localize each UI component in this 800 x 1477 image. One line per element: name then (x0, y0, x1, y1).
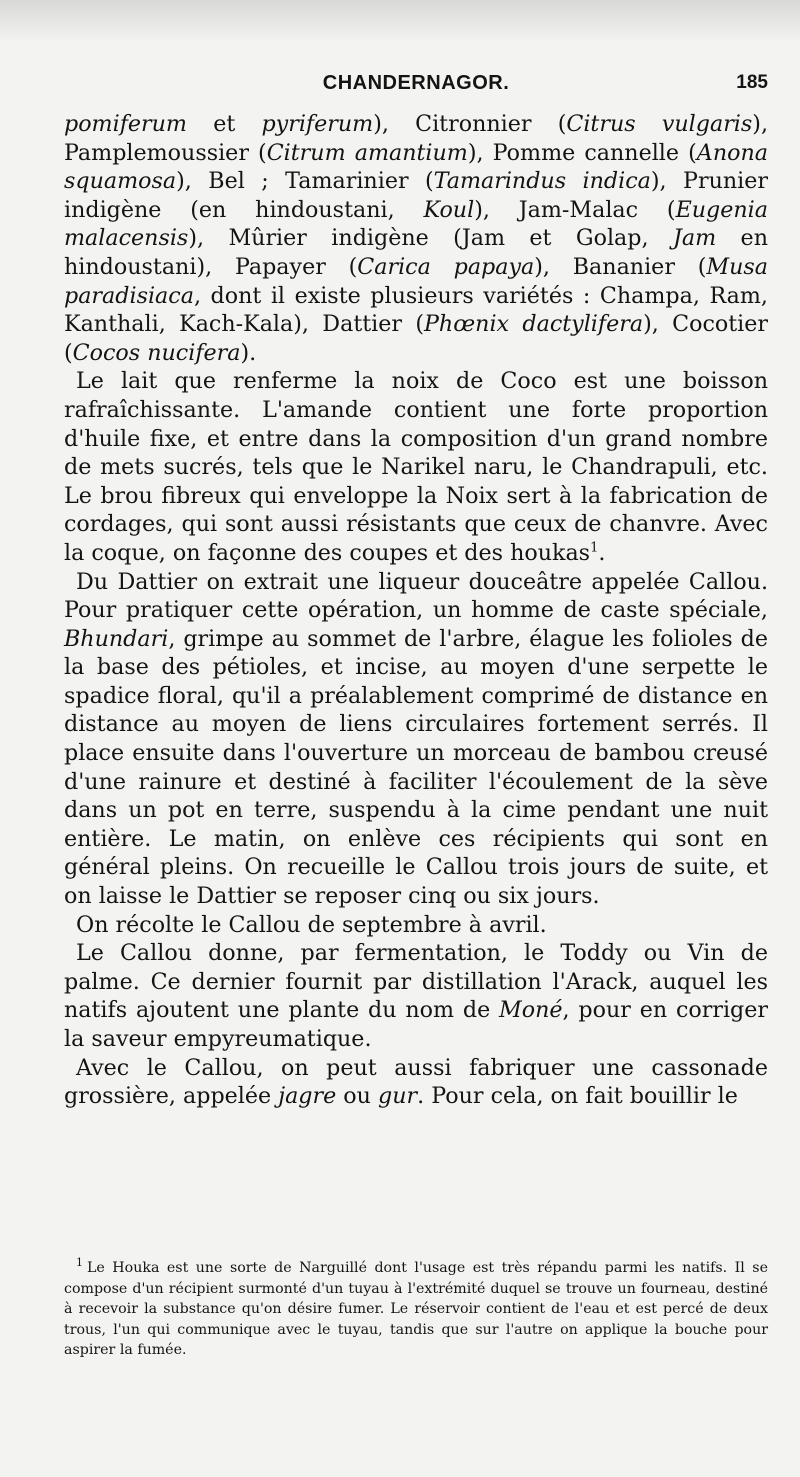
paragraph-fruit-list (64, 110, 768, 367)
italic-run: Koul (423, 196, 475, 223)
paragraph-toddy (64, 939, 768, 1053)
paragraph-jagre (64, 1054, 768, 1111)
text-run: ), Prunier indigène (en hindoustani, (64, 168, 768, 223)
italic-run: Bhundari (64, 625, 169, 652)
footnote (64, 1258, 768, 1361)
text-run: On récolte le Callou de septembre à avril. (76, 911, 547, 938)
text-run: ), Jam-Malac ( (474, 196, 676, 223)
italic-run: Jam (672, 225, 717, 252)
text-run: , grimpe au sommet de l'arbre, élague les folioles de la base des pétioles, et incise, au moyen d'une serpette le spadice floral, qu'il a préalablement comprimé de distance en distance au moyen de liens circulaires fortement serrés. Il place ensuite dans l'ouverture un morceau de bambou creusé d'une rainure et destiné à faciliter l'écoulement de la sève dans un pot en terre, suspendu à la cime pendant une nuit entière. Le matin, on enlève ces récipients qui sont en général pleins. On recueille le Callou trois jours de suite, et on laisse le Dattier se reposer cinq ou six jours. (64, 625, 768, 910)
footnote-mark: 1 (76, 1256, 83, 1270)
page-header (64, 72, 768, 106)
text-run: ), Cocotier ( (64, 311, 768, 366)
italic-run: Carica papaya (357, 253, 535, 280)
italic-run: Citrus vulgaris (566, 111, 753, 137)
italic-run: Eugenia malacensis (64, 196, 768, 252)
italic-run: pyriferum (261, 111, 374, 137)
paragraph-coconut (64, 367, 768, 567)
text-run: Le Callou donne, par fermentation, le Toddy ou Vin de palme. Ce dernier fournit par distillation l'Arack, auquel les natifs ajoutent une plante du nom de (64, 940, 768, 1024)
italic-run: Phœnix dactylifera (424, 311, 644, 338)
text-run: , pour en corriger la saveur empyreumatique. (64, 997, 769, 1052)
text-run: , dont il existe plusieurs variétés : Champa, Ram, Kanthali, Kach-Kala), Dattier ( (64, 282, 768, 338)
text-run: Le lait que renferme la noix de Coco est une boisson rafraîchissante. L'amande contient une forte proportion d'huile fixe, et entre dans la composition d'un grand nombre de mets sucrés, tels que le Narikel naru, le Chandrapuli, etc. Le brou fibreux qui enveloppe la Noix sert à la fabrication de cordages, qui sont aussi résistants que ceux de chanvre. Avec la coque, on façonne des coupes et des houkas (64, 368, 768, 566)
italic-run: pomiferum (64, 111, 187, 137)
text-run: ), Pomme cannelle ( (467, 139, 697, 166)
scan-edge-shadow (0, 0, 800, 42)
italic-run: Musa paradisiaca (64, 253, 768, 309)
text-run: Du Dattier on extrait une liqueur douceâtre appelée Callou. Pour pratiquer cette opération, un homme de caste spéciale, (64, 568, 768, 624)
italic-run: Citrum amantium (266, 139, 468, 166)
body-text (64, 110, 768, 1111)
text-run: ), Bananier ( (534, 253, 707, 280)
paragraph-harvest (64, 911, 768, 940)
italic-run: Anona squamosa (64, 139, 768, 195)
italic-run: Tamarindus indica (433, 168, 651, 195)
text-run: ). (240, 339, 257, 366)
text-run: . (598, 539, 606, 566)
paragraph-date-palm (64, 568, 768, 911)
footnotes (64, 1258, 768, 1361)
text-run: ), Bel ; Tamarinier ( (176, 168, 434, 195)
text-run: . Pour cela, on fait bouillir le (417, 1083, 738, 1110)
italic-run: jagre (278, 1083, 337, 1110)
text-run: ou (336, 1083, 379, 1110)
text-run: en hindoustani), Papayer ( (64, 225, 768, 280)
footnote-text: Le Houka est une sorte de Narguillé dont l'usage est très répandu parmi les natifs. Il se compose d'un récipient surmonté d'un tuyau à l'extrémité duquel se trouve un fourneau, destiné à recevoir la substance qu'on désire fumer. Le réservoir contient de l'eau et est percé de deux trous, l'un qui communique avec le tuyau, tandis que sur l'autre on applique la bouche pour aspirer la fumée. (64, 1260, 768, 1359)
italic-run: gur (378, 1083, 418, 1110)
text-run: Avec le Callou, on peut aussi fabriquer une cassonade grossière, appelée (64, 1054, 768, 1110)
page-number: 185 (736, 72, 768, 93)
running-title: CHANDERNAGOR. (322, 72, 510, 94)
italic-run: Cocos nucifera (72, 339, 241, 366)
text-run: ), Citronnier ( (373, 111, 567, 137)
text-run: et (186, 111, 262, 137)
footnote-ref: 1 (590, 540, 599, 556)
text-run: ), Mûrier indigène (Jam et Golap, (188, 225, 673, 252)
italic-run: Moné (499, 997, 563, 1024)
text-run: ), Pamplemoussier ( (64, 111, 769, 166)
